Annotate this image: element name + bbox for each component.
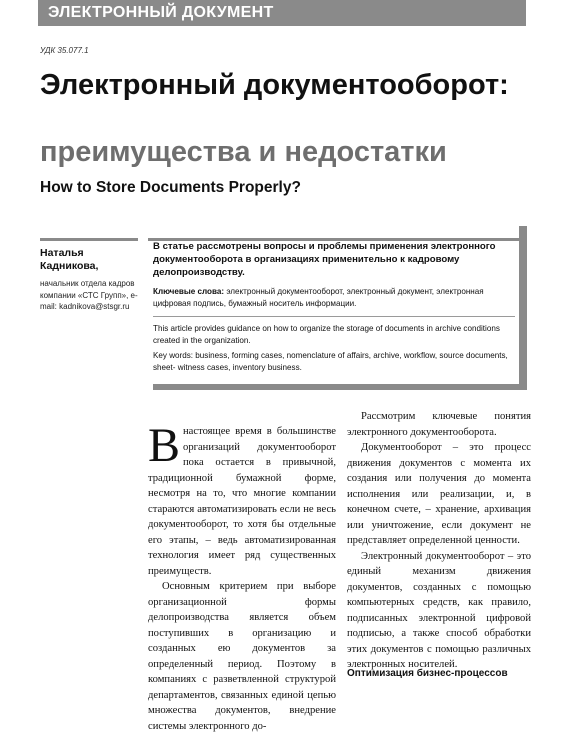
article-title-secondary: преимущества и недостатки [40, 136, 447, 168]
article-subtitle-en: How to Store Documents Properly? [40, 179, 301, 196]
keywords-en-text: business, forming cases, nomenclature of affairs, archive, workflow, source documents, sheet- witness cases, inventory business. [153, 351, 508, 372]
body-paragraph [148, 419, 336, 579]
keywords-ru-text: электронный документооборот, электронный документ, электронная цифровая подпись, бумажный носитель информации. [153, 287, 484, 308]
author-info: начальник отдела кадров компании «СТС Групп», e-mail: kadnikova@stsgr.ru [40, 279, 138, 311]
body-paragraph: Электронный документооборот – это единый механизм движения документов, созданных с помощью компьютерных средств, как правило, подписанных электронной цифровой подписью, а также способ обработки этих документов с помощью различных электронных носителей. [347, 550, 531, 670]
keywords-en-label: Key words: [153, 351, 194, 360]
body-paragraph: Документооборот – это процесс движения документов с момента их создания или получения до момента исполнения или реализации, и, в конечном счете, – хранение, архивация или уничтожение, если документ не представляет определенной ценности. [347, 442, 531, 546]
keywords-ru [153, 286, 515, 310]
drop-cap: В [148, 419, 181, 472]
body-paragraph: Основным критерием при выборе организационной формы делопроизводства является объем поступивших в организацию и созданных ею документов за определенный период. Поэтому в компаниях с разветвленной структурой департаментов, связанных единой цепью множества документов, внедрение системы электронного до- [148, 581, 336, 732]
abstract-ru: В статье рассмотрены вопросы и проблемы применения электронного документооборота в организациях применительно к кадровому делопроизводству. [153, 241, 496, 278]
keywords-ru-label: Ключевые слова: [153, 287, 225, 296]
author-divider [40, 238, 138, 241]
article-title-primary: Электронный документооборот: [40, 69, 509, 101]
abstract-separator [153, 316, 515, 317]
body-paragraph: Рассмотрим ключевые понятия электронного документооборота. [347, 411, 531, 438]
section-label: ЭЛЕКТРОННЫЙ ДОКУМЕНТ [48, 4, 274, 21]
abstract-en: This article provides guidance on how to organize the storage of documents in archive conditions created in the organization. [153, 324, 500, 345]
author-name: Наталья Кадникова, [40, 247, 99, 272]
abstract-box-shadow-bottom [153, 384, 527, 390]
section-heading: Оптимизация бизнес-процессов [347, 668, 508, 679]
body-text: настоящее время в большинстве организаций документооборот пока остается в привычной, традиционной бумажной форме, несмотря на то, что многие компании стараются автоматизировать если не весь документооборот, то хотя бы отдельные его этапы, – ведь автоматизированная технология имеет ряд существенных преимуществ. [148, 426, 336, 577]
abstract-box-shadow-right [519, 226, 527, 384]
body-column-left [148, 419, 336, 734]
keywords-en [153, 350, 515, 374]
body-column-right [347, 409, 531, 673]
udk-code: УДК 35.077.1 [40, 46, 89, 55]
